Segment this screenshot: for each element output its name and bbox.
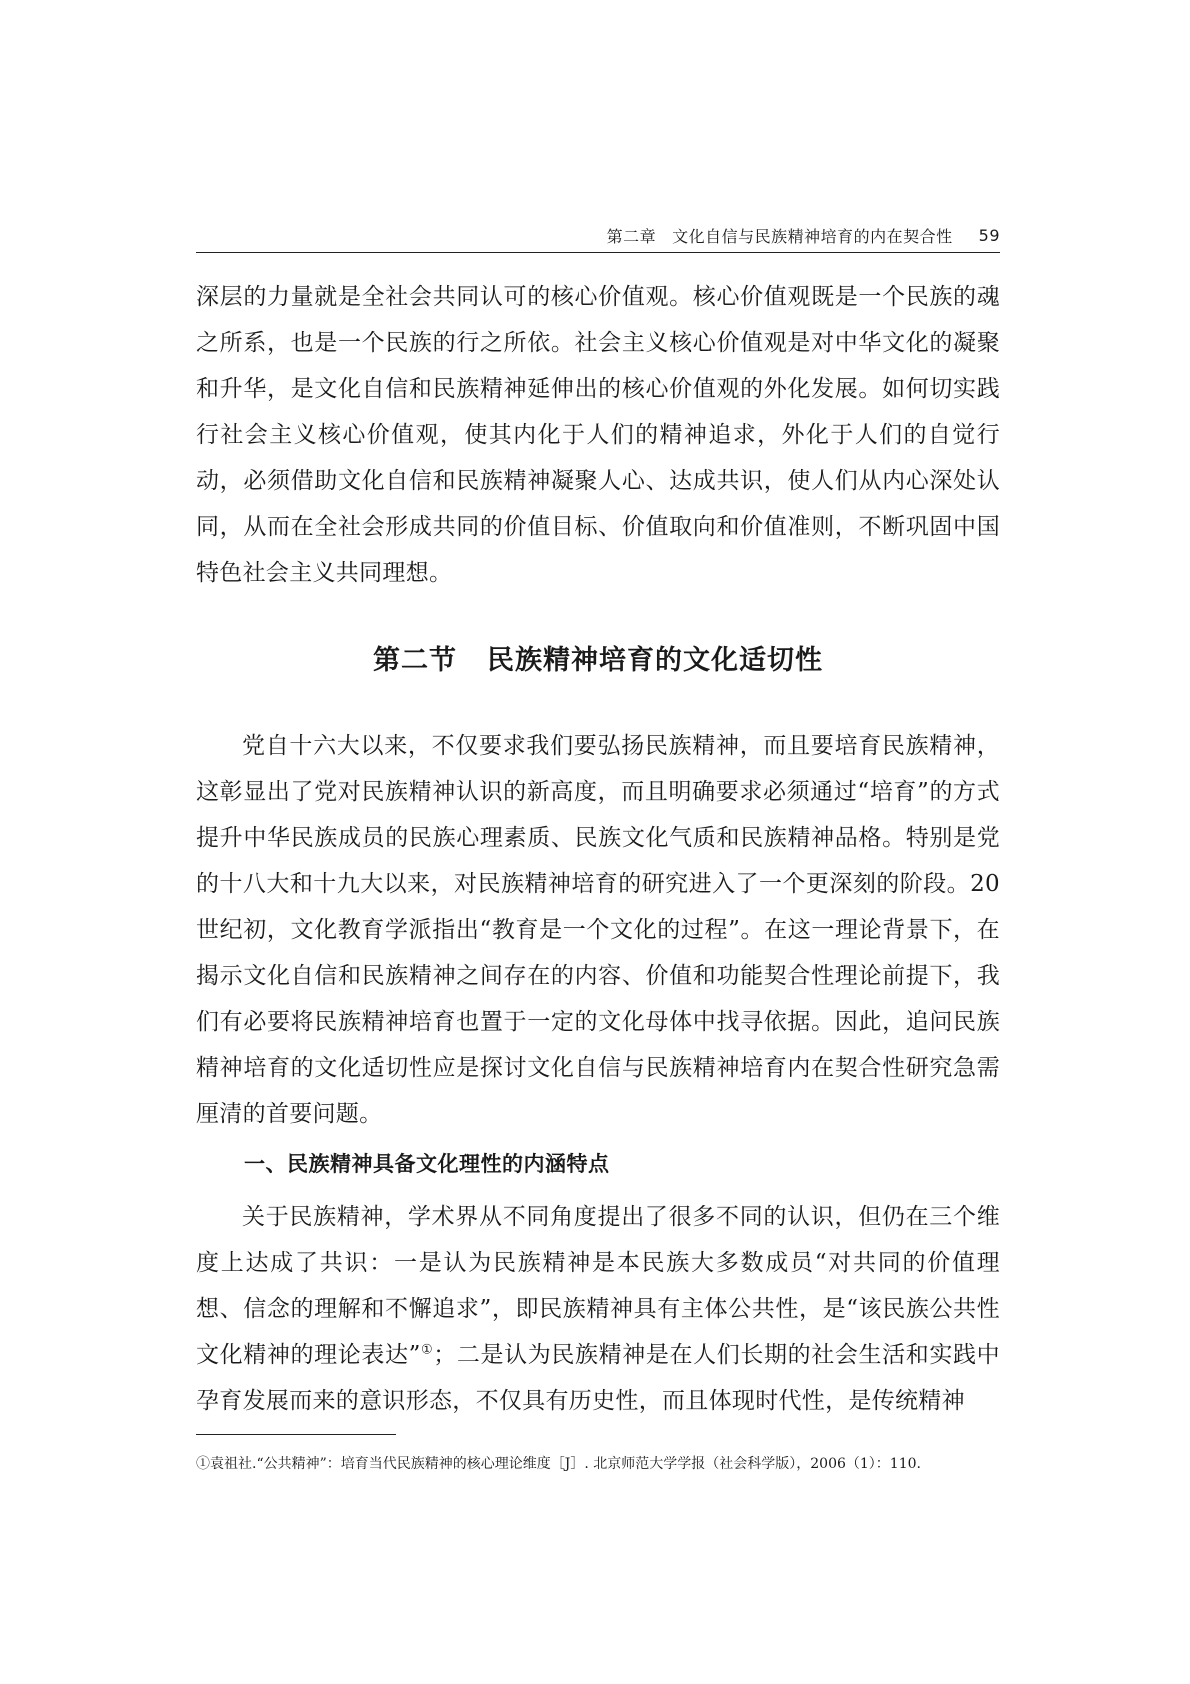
body-paragraph-3: [196, 1194, 1000, 1424]
footnote-rule: [196, 1434, 396, 1435]
paragraph-3-part-a: 关于民族精神，学术界从不同角度提出了很多不同的认识，但仍在三个维度上达成了共识：一是认为民族精神是本民族大多数成员“对共同的价值理想、信念的理解和不懈追求”，即民族精神具有主体公共性，是“该民族公共性文化精神的理论表达”: [196, 1204, 1000, 1368]
section-heading: [196, 638, 1000, 677]
body-paragraph-1: 深层的力量就是全社会共同认可的核心价值观。核心价值观既是一个民族的魂之所系，也是一个民族的行之所依。社会主义核心价值观是对中华文化的凝聚和升华，是文化自信和民族精神延伸出的核心价值观的外化发展。如何切实践行社会主义核心价值观，使其内化于人们的精神追求，外化于人们的自觉行动，必须借助文化自信和民族精神凝聚人心、达成共识，使人们从内心深处认同，从而在全社会形成共同的价值目标、价值取向和价值准则，不断巩固中国特色社会主义共同理想。: [196, 284, 1000, 586]
running-header: [196, 218, 1000, 252]
footnote: ①袁祖社.“公共精神”：培育当代民族精神的核心理论维度［J］. 北京师范大学学报（社会科学版），2006（1）：110.: [196, 1456, 921, 1472]
paragraph-3-part-b: ；二是认为民族精神是在人们长期的社会生活和实践中孕育发展而来的意识形态，不仅具有历史性，而且体现时代性，是传统精神: [196, 1342, 1000, 1414]
section-number: 第二节: [373, 645, 457, 676]
chapter-label: 第二章: [606, 226, 657, 246]
body-paragraph-2: 党自十六大以来，不仅要求我们要弘扬民族精神，而且要培育民族精神，这彰显出了党对民族精神认识的新高度，而且明确要求必须通过“培育”的方式提升中华民族成员的民族心理素质、民族文化气质和民族精神品格。特别是党的十八大和十九大以来，对民族精神培育的研究进入了一个更深刻的阶段。20 世纪初，文化教育学派指出“教育是一个文化的过程”。在这一理论背景下，在揭示文化自信和民族精神之间存在的内容、价值和功能契合性理论前提下，我们有必要将民族精神培育也置于一定的文化母体中找寻依据。因此，追问民族精神培育的文化适切性应是探讨文化自信与民族精神培育内在契合性研究急需厘清的首要问题。: [196, 733, 1000, 1127]
subsection-heading: 一、民族精神具备文化理性的内涵特点: [244, 1152, 610, 1176]
header-rule: [196, 252, 1000, 253]
chapter-title: 文化自信与民族精神培育的内在契合性: [672, 226, 953, 246]
footnote-reference[interactable]: ①: [420, 1342, 434, 1358]
section-title: 民族精神培育的文化适切性: [487, 645, 823, 676]
page-number: 59: [978, 225, 1000, 245]
